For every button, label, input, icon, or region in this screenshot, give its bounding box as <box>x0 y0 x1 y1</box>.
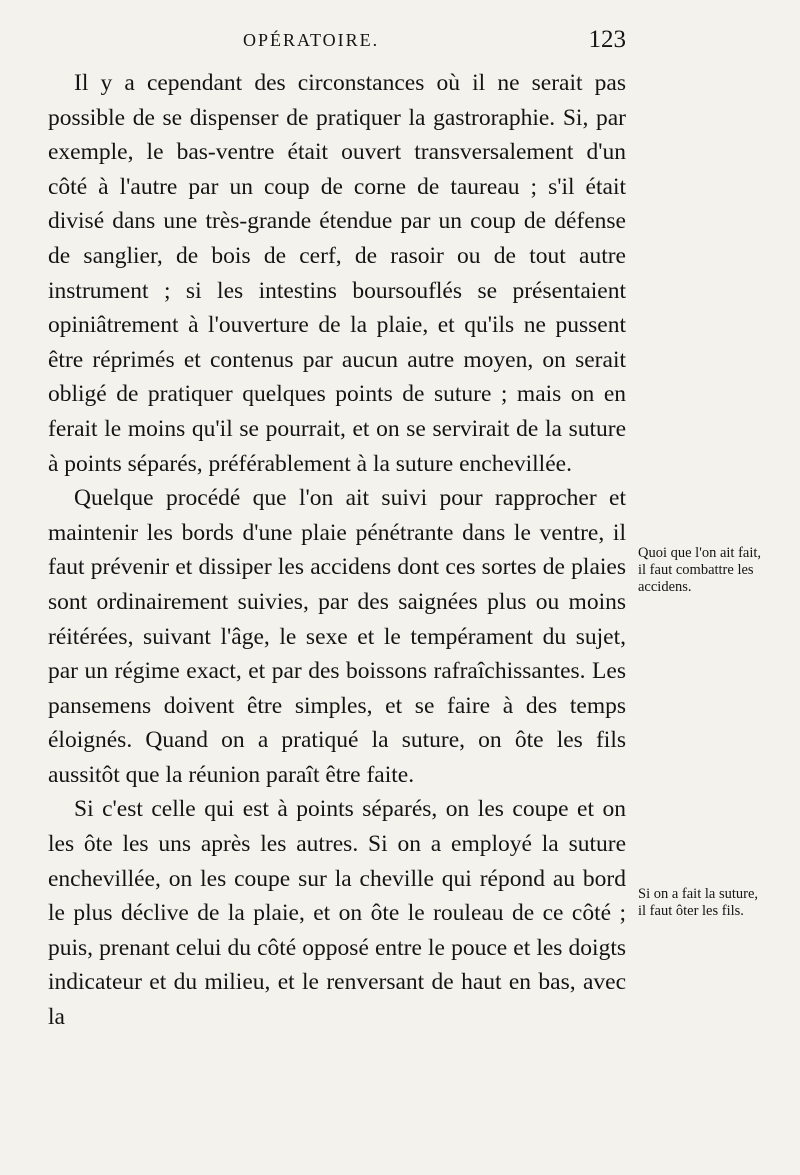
body-text <box>48 66 626 1035</box>
paragraph-2: Quelque procédé que l'on ait suivi pour rapprocher et maintenir les bords d'une plaie pénétrante dans le ventre, il faut prévenir et dissiper les accidens dont ces sortes de plaies sont ordinairement suivies, par des saignées plus ou moins réitérées, suivant l'âge, le sexe et le tempérament du sujet, par un régime exact, et par des boissons rafraîchissantes. Les pansemens doivent être simples, et se faire à des temps éloignés. Quand on a pratiqué la suture, on ôte les fils aussitôt que la réunion paraît être faite. <box>48 485 626 788</box>
page-header <box>48 26 626 56</box>
running-head: OPÉRATOIRE. <box>243 30 380 50</box>
paragraph-3: Si c'est celle qui est à points séparés, on les coupe et on les ôte les uns après les autres. Si on a employé la suture enchevillée, on les coupe sur la cheville qui répond au bord le plus déclive de la plaie, et on ôte le rouleau de ce côté ; puis, prenant celui du côté opposé entre le pouce et les doigts indicateur et du milieu, et le renversant de haut en bas, avec la <box>48 796 626 1031</box>
paragraph-1: Il y a cependant des circonstances où il ne serait pas possible de se dispenser de pratiquer la gastroraphie. Si, par exemple, le bas-ventre était ouvert transversalement d'un côté à l'autre par un coup de corne de taureau ; s'il était divisé dans une très-grande étendue par un coup de défense de sanglier, de bois de cerf, de rasoir ou de tout autre instrument ; si les intestins boursouflés se présentaient opiniâtrement à l'ouverture de la plaie, et qu'ils ne pussent être réprimés et contenus par aucun autre moyen, on serait obligé de pratiquer quelques points de suture ; mais on en ferait le moins qu'il se pourrait, et on se servirait de la suture à points séparés, préférablement à la suture enchevillée. <box>48 70 626 477</box>
margin-note-1: Quoi que l'on ait fait, il faut combattre les accidens. <box>638 545 762 595</box>
margin-note-2: Si on a fait la suture, il faut ôter les fils. <box>638 886 759 919</box>
page-number: 123 <box>588 26 626 53</box>
